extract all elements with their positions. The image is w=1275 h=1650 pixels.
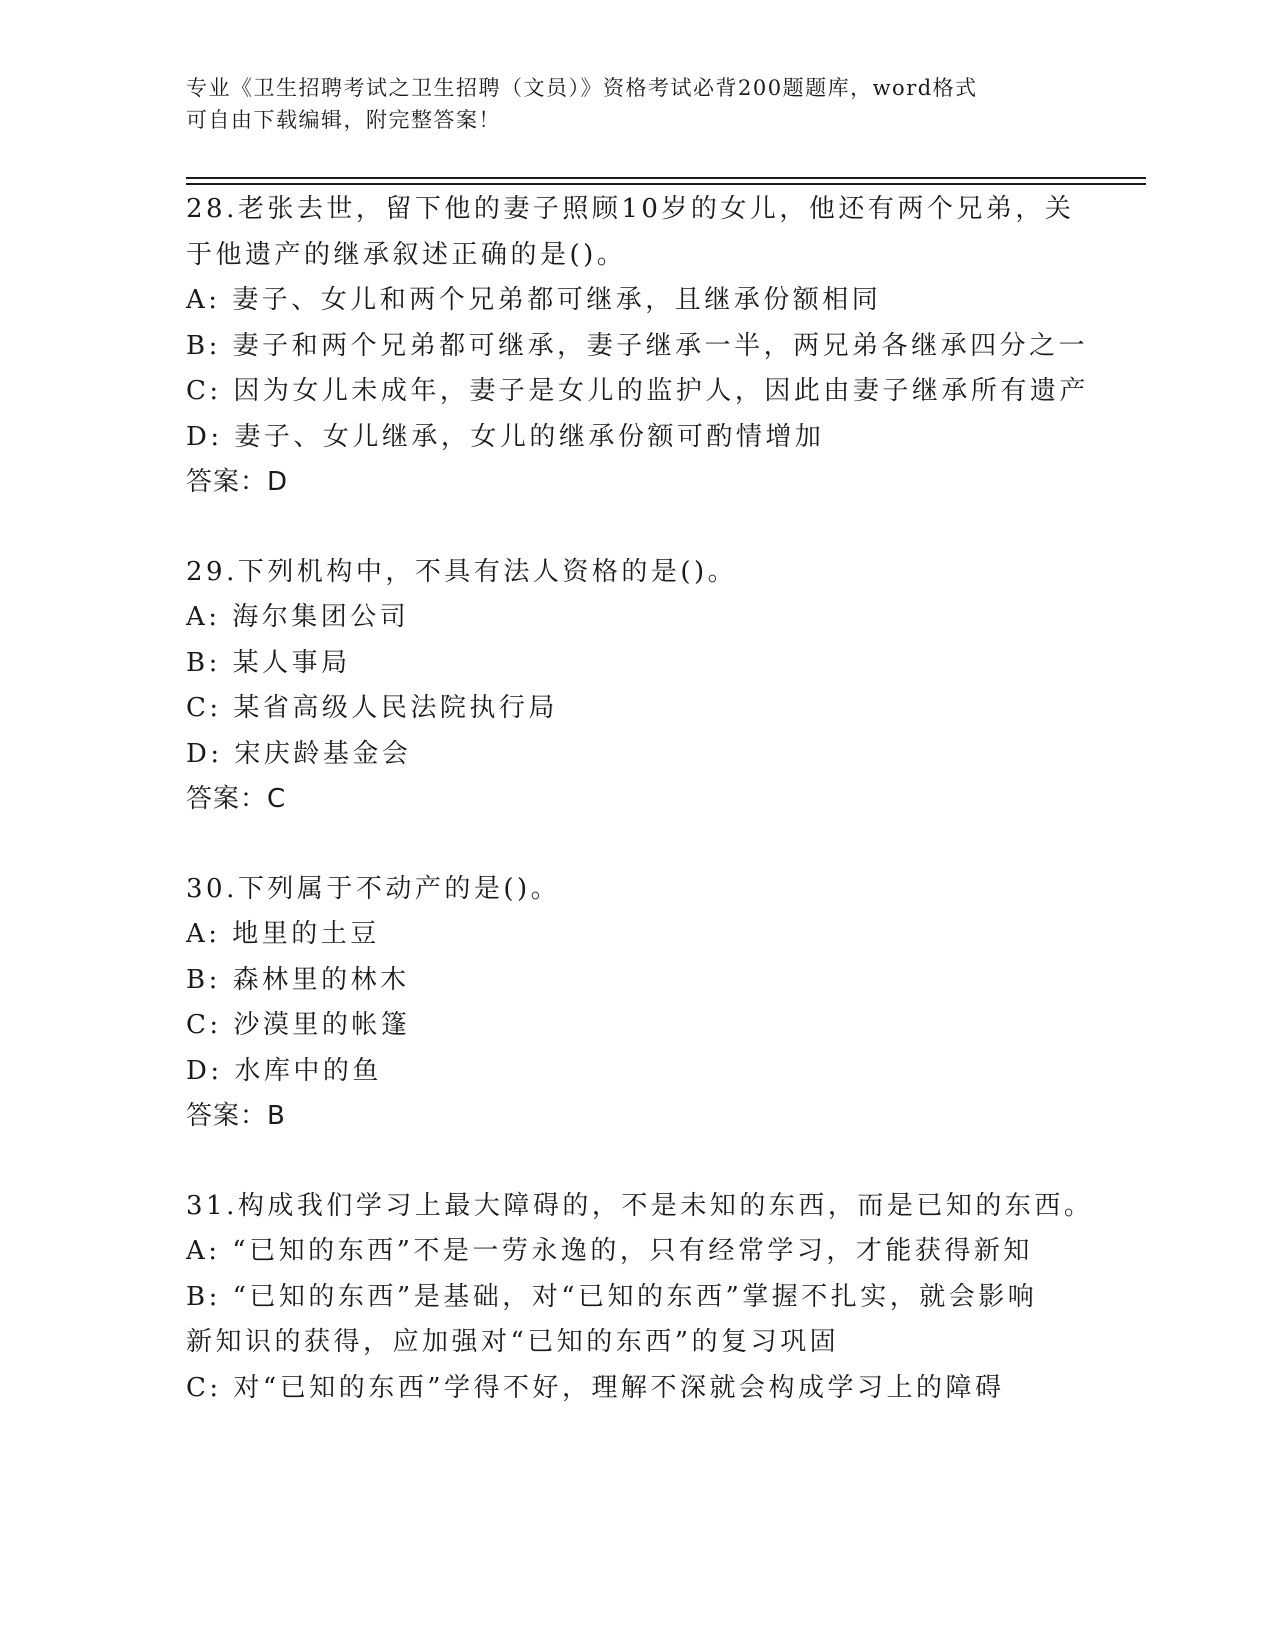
option-d: D: 水库中的鱼 [186, 1055, 382, 1086]
option-b: B: 妻子和两个兄弟都可继承，妻子继承一半，两兄弟各继承四分之一 [186, 330, 1089, 361]
option-c: C: 某省高级人民法院执行局 [186, 693, 558, 723]
question-29 [186, 550, 1086, 823]
question-stem-line: 31.构成我们学习上最大障碍的，不是未知的东西，而是已知的东西。 [186, 1190, 1094, 1221]
question-30 [186, 867, 1086, 1140]
header-line-2: 可自由下载编辑，附完整答案！ [186, 108, 501, 132]
document-header [186, 72, 1066, 136]
option-a: A: 妻子、女儿和两个兄弟都可继承，且继承份额相同 [186, 285, 882, 315]
question-stem-line: 29.下列机构中，不具有法人资格的是()。 [186, 556, 738, 587]
question-list [186, 187, 1094, 1411]
option-d: D: 宋庆龄基金会 [186, 738, 412, 769]
option-a: A: 海尔集团公司 [186, 602, 410, 632]
question-spacer [186, 823, 1086, 867]
question-stem-line: 30.下列属于不动产的是()。 [186, 873, 561, 904]
answer-label: 答案：D [186, 467, 289, 497]
option-c: C: 因为女儿未成年，妻子是女儿的监护人，因此由妻子继承所有遗产 [186, 376, 1089, 406]
question-31 [186, 1184, 1094, 1412]
option-d: D: 妻子、女儿继承，女儿的继承份额可酌情增加 [186, 421, 825, 452]
option-b: B: “已知的东西”是基础，对“已知的东西”掌握不扎实，就会影响 [186, 1281, 1038, 1312]
answer-label: 答案：B [186, 1101, 286, 1131]
header-rule-top [186, 177, 1146, 179]
answer-label: 答案：C [186, 784, 287, 814]
option-b: B: 某人事局 [186, 647, 351, 678]
option-a: A: “已知的东西”不是一劳永逸的，只有经常学习，才能获得新知 [186, 1236, 1033, 1266]
question-28 [186, 187, 1089, 506]
option-b-continued: 新知识的获得，应加强对“已知的东西”的复习巩固 [186, 1327, 840, 1357]
option-c: C: 对“已知的东西”学得不好，理解不深就会构成学习上的障碍 [186, 1372, 1005, 1403]
header-line-1: 专业《卫生招聘考试之卫生招聘（文员）》资格考试必背200题题库，word格式 [186, 76, 978, 100]
option-b: B: 森林里的林木 [186, 964, 410, 995]
header-rule-bottom [186, 183, 1146, 185]
question-stem-line: 于他遗产的继承叙述正确的是()。 [186, 239, 627, 270]
question-stem-line: 28.老张去世，留下他的妻子照顾10岁的女儿，他还有两个兄弟，关 [186, 194, 1075, 224]
option-a: A: 地里的土豆 [186, 919, 380, 949]
question-spacer [186, 1140, 1086, 1184]
option-c: C: 沙漠里的帐篷 [186, 1010, 411, 1040]
question-spacer [186, 506, 1086, 550]
